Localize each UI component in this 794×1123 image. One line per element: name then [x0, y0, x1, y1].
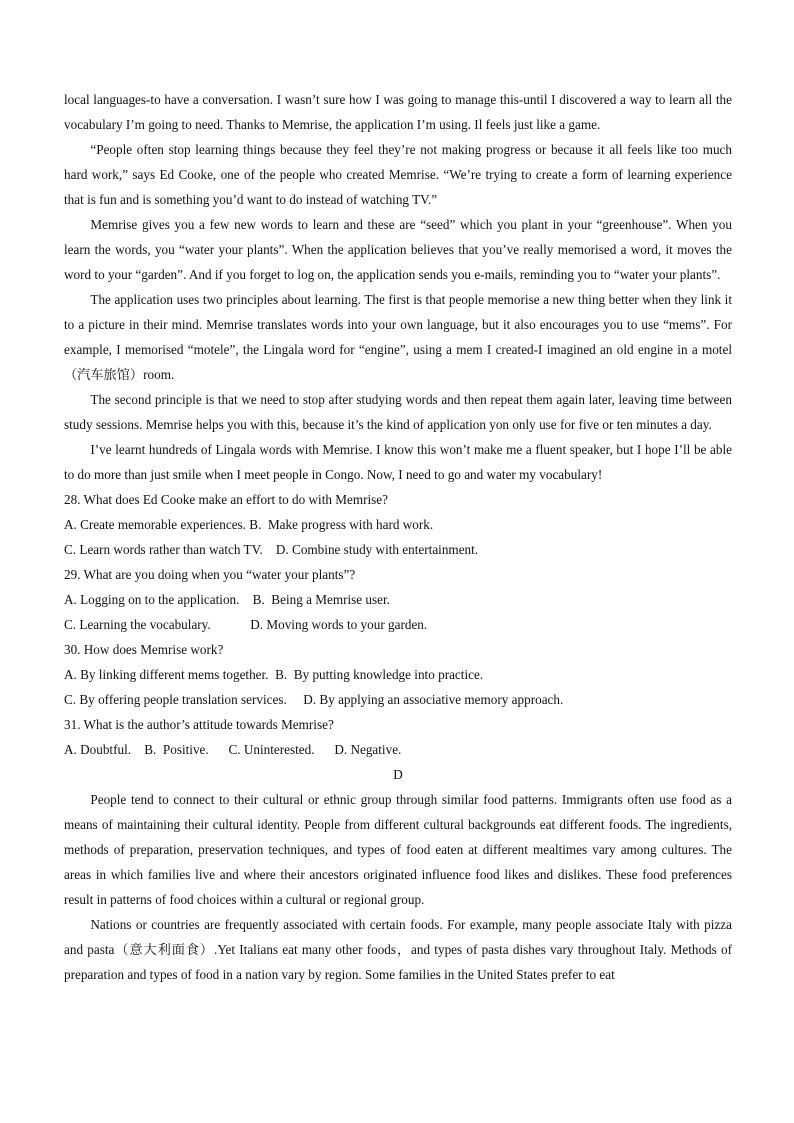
section-heading-d: D: [393, 767, 403, 782]
question-options: C. Learning the vocabulary. D. Moving words to your garden.: [64, 617, 428, 632]
question-29: [64, 562, 732, 637]
passage-c-paragraph-2: “People often stop learning things because they feel they’re not making progress or because it all feels like too much hard work,” says Ed Cooke, one of the people who created Memrise. “We’re trying to create a form of learning experience that is fun and is something you’d want to do instead of watching TV.”: [64, 142, 732, 207]
question-28: [64, 487, 732, 562]
question-stem: 31. What is the author’s attitude towards Memrise?: [64, 717, 334, 732]
question-options: A. Logging on to the application. B. Being a Memrise user.: [64, 592, 390, 607]
question-31: [64, 712, 732, 762]
question-options: A. Doubtful. B. Positive. C. Uninterested. D. Negative.: [64, 742, 402, 757]
passage-c-paragraph-6: I’ve learnt hundreds of Lingala words with Memrise. I know this won’t make me a fluent speaker, but I hope I’ll be able to do more than just smile when I meet people in Congo. Now, I need to go and water my vocabulary!: [64, 442, 732, 482]
question-30: [64, 637, 732, 712]
document-page: [64, 87, 732, 987]
question-options: C. By offering people translation services. D. By applying an associative memory approach.: [64, 692, 564, 707]
passage-c-paragraph-5: The second principle is that we need to stop after studying words and then repeat them again later, leaving time between study sessions. Memrise helps you with this, because it’s the kind of application yon only use for five or ten minutes a day.: [64, 392, 732, 432]
question-options: C. Learn words rather than watch TV. D. Combine study with entertainment.: [64, 542, 479, 557]
question-options: A. By linking different mems together. B. By putting knowledge into practice.: [64, 667, 484, 682]
passage-c-paragraph-1: local languages-to have a conversation. I wasn’t sure how I was going to manage this-until I discovered a way to learn all the vocabulary I’m going to need. Thanks to Memrise, the application I’m using. Il feels just like a game.: [64, 92, 732, 132]
question-stem: 29. What are you doing when you “water your plants”?: [64, 567, 356, 582]
passage-c-paragraph-4: The application uses two principles about learning. The first is that people memorise a new thing better when they link it to a picture in their mind. Memrise translates words into your own language, but it also encourages you to use “mems”. For example, I memorised “motele”, the Lingala word for “engine”, using a mem I created-I imagined an old engine in a motel（汽车旅馆）room.: [64, 292, 732, 382]
passage-c-paragraph-3: Memrise gives you a few new words to learn and these are “seed” which you plant in your “greenhouse”. When you learn the words, you “water your plants”. When the application believes that you’ve really memorised a word, it moves the word to your “garden”. And if you forget to log on, the application sends you e-mails, reminding you to “water your plants”.: [64, 217, 732, 282]
question-options: A. Create memorable experiences. B. Make progress with hard work.: [64, 517, 434, 532]
passage-d-paragraph-2: Nations or countries are frequently associated with certain foods. For example, many people associate Italy with pizza and pasta（意大利面食）.Yet Italians eat many other foods，and types of pasta dishes vary throughout Italy. Methods of preparation and types of food in a nation vary by region. Some families in the United States prefer to eat: [64, 917, 732, 982]
passage-d-paragraph-1: People tend to connect to their cultural or ethnic group through similar food patterns. Immigrants often use food as a means of maintaining their cultural identity. People from different cultural backgrounds eat different foods. The ingredients, methods of preparation, preservation techniques, and types of food eaten at different mealtimes vary among cultures. The areas in which families live and where their ancestors originated influence food likes and dislikes. These food preferences result in patterns of food choices within a cultural or regional group.: [64, 792, 732, 907]
question-stem: 28. What does Ed Cooke make an effort to do with Memrise?: [64, 492, 388, 507]
question-stem: 30. How does Memrise work?: [64, 642, 224, 657]
